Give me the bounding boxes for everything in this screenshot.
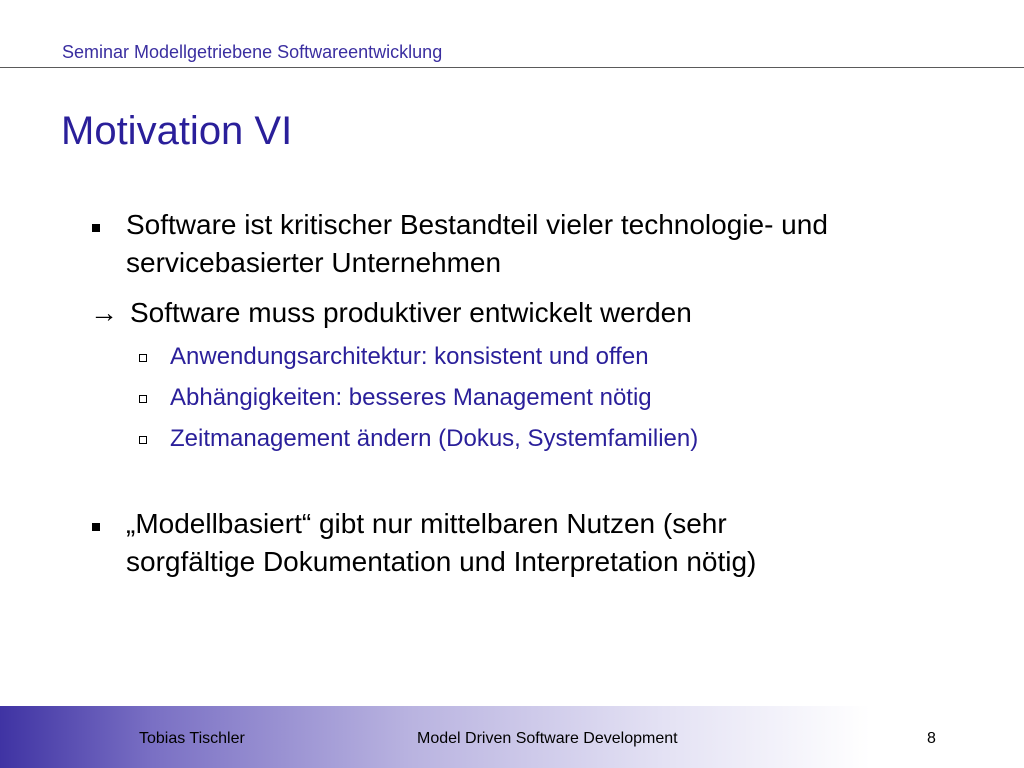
bullet-square-icon	[92, 224, 100, 232]
conclusion-line	[90, 294, 692, 332]
conclusion-text: Software muss produktiver entwickelt werden	[130, 297, 692, 328]
hollow-square-icon	[139, 436, 147, 444]
sub-item-text: Zeitmanagement ändern (Dokus, Systemfamilien)	[170, 425, 699, 452]
right-arrow-icon: →	[90, 297, 118, 328]
slide-title: Motivation VI	[61, 109, 293, 153]
page-number: 8	[927, 730, 936, 747]
footer-bar	[0, 706, 1024, 768]
sub-item-text: Abhängigkeiten: besseres Management nötig	[170, 384, 652, 411]
footer-author: Tobias Tischler	[139, 730, 245, 747]
hollow-square-icon	[139, 354, 147, 362]
hollow-square-icon	[139, 395, 147, 403]
header-title: Seminar Modellgetriebene Softwareentwicklung	[62, 42, 443, 62]
sub-item-text: Anwendungsarchitektur: konsistent und offen	[170, 343, 649, 370]
bullet-square-icon	[92, 523, 100, 531]
footer-course-title: Model Driven Software Development	[417, 730, 678, 747]
bullet-text: Software ist kritischer Bestandteil vieler technologie- und servicebasierter Unternehmen	[126, 209, 828, 278]
bullet-text: „Modellbasiert“ gibt nur mittelbaren Nutzen (sehr sorgfältige Dokumentation und Interpretation nötig)	[126, 508, 757, 577]
